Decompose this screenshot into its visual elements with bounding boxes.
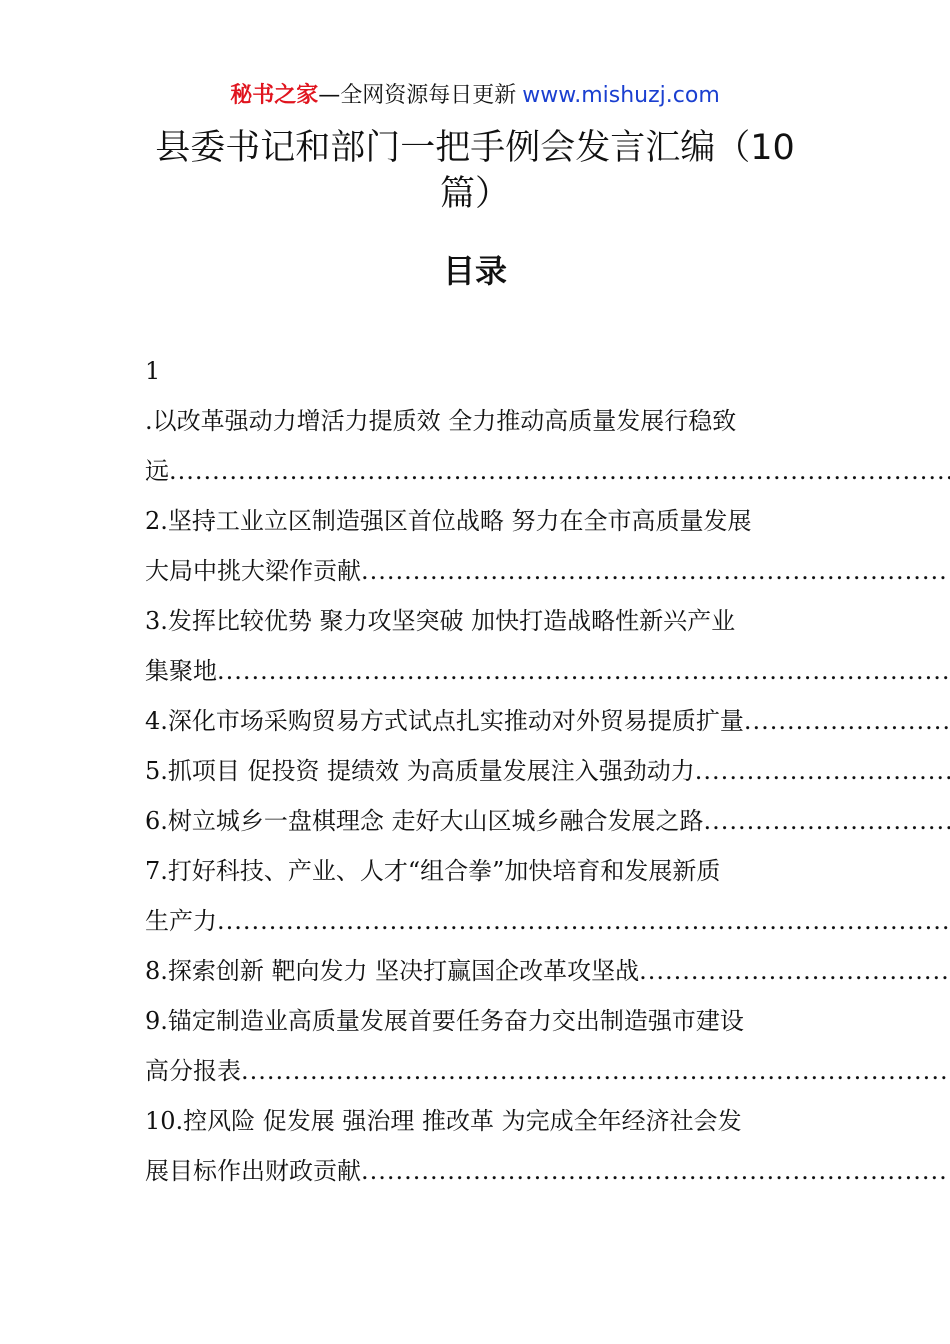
toc-entry[interactable] xyxy=(145,1096,950,1146)
toc-entry-continuation[interactable] xyxy=(145,1146,950,1196)
dot-leader xyxy=(169,457,950,485)
toc-heading: 目录 xyxy=(442,252,507,290)
toc-entry[interactable] xyxy=(145,396,950,446)
toc-entry-continuation[interactable] xyxy=(145,1046,950,1096)
document-title-line-2: 篇） xyxy=(439,174,510,214)
document-title-line-1: 县委书记和部门一把手例会发言汇编（10 xyxy=(155,128,795,168)
toc-entry[interactable] xyxy=(145,846,950,896)
dot-leader xyxy=(704,807,950,835)
dot-leader xyxy=(241,1057,950,1085)
toc-entry[interactable] xyxy=(145,496,950,546)
toc-text: 6.树立城乡一盘棋理念 走好大山区城乡融合发展之路 xyxy=(145,807,704,835)
header-slogan: —全网资源每日更新 xyxy=(318,83,517,108)
toc-entry-continuation[interactable] xyxy=(145,546,950,596)
toc-entry[interactable] xyxy=(145,796,950,846)
toc-text: 2.坚持工业立区制造强区首位战略 努力在全市高质量发展 xyxy=(145,507,752,535)
toc-entry-continuation[interactable] xyxy=(145,446,950,496)
toc-entry[interactable] xyxy=(145,696,950,746)
toc-text: 高分报表 xyxy=(145,1057,241,1085)
toc-text: .以改革强动力增活力提质效 全力推动高质量发展行稳致 xyxy=(145,407,737,435)
toc-text: 大局中挑大梁作贡献 xyxy=(145,557,361,585)
toc-text: 集聚地 xyxy=(145,657,217,685)
toc-text: 8.探索创新 靶向发力 坚决打赢国企改革攻坚战 xyxy=(145,957,640,985)
toc-entry-continuation[interactable] xyxy=(145,646,950,696)
toc-text: 5.抓项目 促投资 提绩效 为高质量发展注入强劲动力 xyxy=(145,757,695,785)
toc-text: 7.打好科技、产业、人才“组合拳”加快培育和发展新质 xyxy=(145,857,721,885)
toc-entry-number xyxy=(145,346,950,396)
dot-leader xyxy=(361,557,950,585)
dot-leader xyxy=(217,907,950,935)
toc-text: 1 xyxy=(145,357,161,385)
dot-leader xyxy=(744,707,950,735)
document-title xyxy=(140,125,810,217)
toc-text: 远 xyxy=(145,457,169,485)
toc-entry[interactable] xyxy=(145,996,950,1046)
site-url[interactable]: www.mishuzj.com xyxy=(522,83,720,108)
dot-leader xyxy=(695,757,950,785)
site-header xyxy=(0,80,950,112)
toc-entry-continuation[interactable] xyxy=(145,896,950,946)
dot-leader xyxy=(639,957,950,985)
toc-text: 展目标作出财政贡献 xyxy=(145,1157,361,1185)
toc-entry[interactable] xyxy=(145,746,950,796)
toc-entry[interactable] xyxy=(145,946,950,996)
toc-text: 4.深化市场采购贸易方式试点扎实推动对外贸易提质扩量 xyxy=(145,707,744,735)
dot-leader xyxy=(217,657,950,685)
table-of-contents xyxy=(145,346,950,1196)
brand-name: 秘书之家 xyxy=(230,83,319,108)
toc-text: 9.锚定制造业高质量发展首要任务奋力交出制造强市建设 xyxy=(145,1007,744,1035)
toc-entry[interactable] xyxy=(145,596,950,646)
toc-text: 生产力 xyxy=(145,907,217,935)
toc-text: 10.控风险 促发展 强治理 推改革 为完成全年经济社会发 xyxy=(145,1107,742,1135)
dot-leader xyxy=(361,1157,950,1185)
toc-text: 3.发挥比较优势 聚力攻坚突破 加快打造战略性新兴产业 xyxy=(145,607,736,635)
